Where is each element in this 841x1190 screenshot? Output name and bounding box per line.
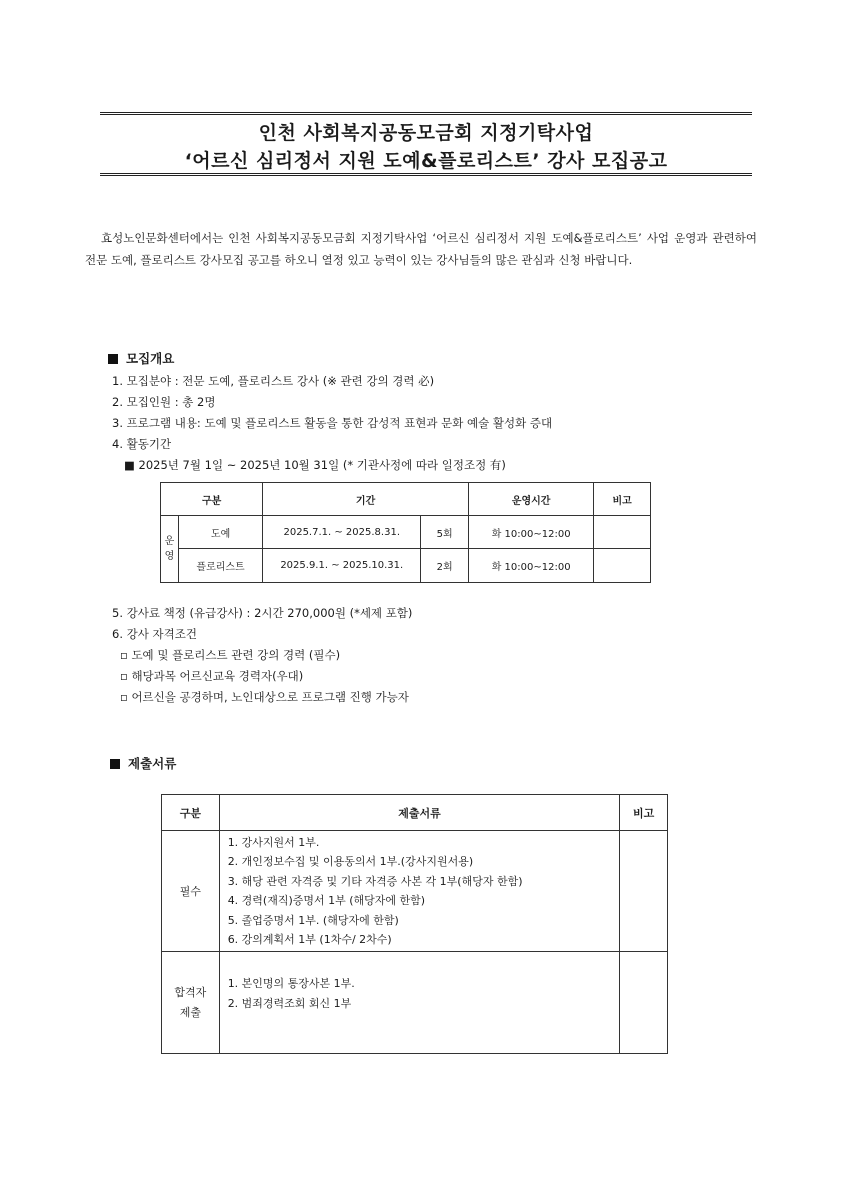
- note-cell: [620, 831, 668, 952]
- program-count: 2회: [421, 549, 469, 583]
- program-note: [594, 549, 651, 583]
- overview-item: 4. 활동기간: [112, 437, 172, 451]
- intro-text: 효성노인문화센터에서는 인천 사회복지공동모금회 지정기탁사업 ‘어르신 심리정서 지원 도예&플로리스트’ 사업 운영과 관련하여 전문 도예, 플로리스트 강사모집 공고를 하오니 열정 있고 능력이 있는 강사님들의 많은 관심과 신청 바랍니다.: [85, 231, 757, 267]
- table-header-row: [161, 483, 651, 516]
- list-item: 6. 강의계획서 1부 (1차수/ 2차수): [227, 933, 392, 946]
- group-cell: 운 영: [161, 516, 179, 583]
- header-cell: 구분: [161, 483, 263, 516]
- overview-item: 5. 강사료 책정 (유급강사) : 2시간 270,000원 (*세제 포함): [112, 606, 413, 620]
- list-item: 3. 해당 관련 자격증 및 기타 자격증 사본 각 1부(해당자 한함): [227, 874, 523, 888]
- program-count: 5회: [421, 516, 469, 549]
- table-row: [162, 831, 668, 952]
- square-bullet-icon: [110, 759, 120, 769]
- overview-item: 6. 강사 자격조건: [112, 627, 197, 641]
- overview-item: 2. 모집인원 : 총 2명: [112, 395, 216, 409]
- period-bullet: ■ 2025년 7월 1일 ~ 2025년 10월 31일 (* 기관사정에 따라 일정조정 有): [124, 458, 506, 472]
- required-docs-list: [219, 831, 620, 952]
- qualification-item: ▫ 도예 및 플로리스트 관련 강의 경력 (필수): [120, 648, 341, 662]
- program-time: 화 10:00~12:00: [468, 549, 593, 583]
- list-item: 2. 범죄경력조회 회신 1부: [227, 996, 352, 1010]
- table-row: [161, 516, 651, 549]
- program-note: [594, 516, 651, 549]
- program-name: 도예: [178, 516, 262, 549]
- section-overview-heading: [108, 349, 174, 367]
- table-row: [161, 549, 651, 583]
- page-title-line2: ‘어르신 심리정서 지원 도예&플로리스트’ 강사 모집공고: [184, 150, 668, 172]
- documents-heading-text: 제출서류: [128, 756, 177, 771]
- table-row: [162, 952, 668, 1054]
- square-bullet-icon: [108, 354, 118, 364]
- table-header-row: [162, 795, 668, 831]
- title-rule-top: [100, 112, 752, 115]
- program-period: 2025.7.1. ~ 2025.8.31.: [263, 516, 421, 549]
- header-cell: 기간: [263, 483, 469, 516]
- list-item: 1. 본인명의 통장사본 1부.: [227, 977, 355, 990]
- schedule-table: [160, 482, 651, 583]
- program-name: 플로리스트: [178, 549, 262, 583]
- page-title-line1: 인천 사회복지공동모금회 지정기탁사업: [258, 122, 594, 144]
- qualification-item: ▫ 어르신을 공경하며, 노인대상으로 프로그램 진행 가능자: [120, 690, 409, 704]
- documents-table: [161, 794, 668, 1054]
- passed-label: 합격자 제출: [162, 952, 220, 1054]
- required-label: 필수: [162, 831, 220, 952]
- overview-item: 3. 프로그램 내용: 도예 및 플로리스트 활동을 통한 감성적 표현과 문화 예술 활성화 증대: [112, 416, 553, 430]
- qualification-item: ▫ 해당과목 어르신교육 경력자(우대): [120, 669, 304, 683]
- note-cell: [620, 952, 668, 1054]
- list-item: 4. 경력(재직)증명서 1부 (해당자에 한함): [227, 894, 426, 907]
- header-cell: 구분: [162, 795, 220, 831]
- header-cell: 비고: [594, 483, 651, 516]
- header-cell: 비고: [620, 795, 668, 831]
- program-period: 2025.9.1. ~ 2025.10.31.: [263, 549, 421, 583]
- section-documents-heading: [110, 754, 176, 772]
- intro-paragraph: [85, 227, 757, 271]
- overview-heading-text: 모집개요: [126, 351, 175, 366]
- header-cell: 운영시간: [468, 483, 593, 516]
- list-item: 2. 개인정보수집 및 이용동의서 1부.(강사지원서용): [227, 855, 474, 868]
- program-time: 화 10:00~12:00: [468, 516, 593, 549]
- passed-docs-list: [219, 952, 620, 1054]
- list-item: 5. 졸업증명서 1부. (해당자에 한함): [227, 913, 399, 927]
- overview-item: 1. 모집분야 : 전문 도예, 플로리스트 강사 (※ 관련 강의 경력 必): [112, 374, 435, 388]
- title-rule-bottom: [100, 173, 752, 176]
- list-item: 1. 강사지원서 1부.: [227, 835, 320, 849]
- header-cell: 제출서류: [219, 795, 620, 831]
